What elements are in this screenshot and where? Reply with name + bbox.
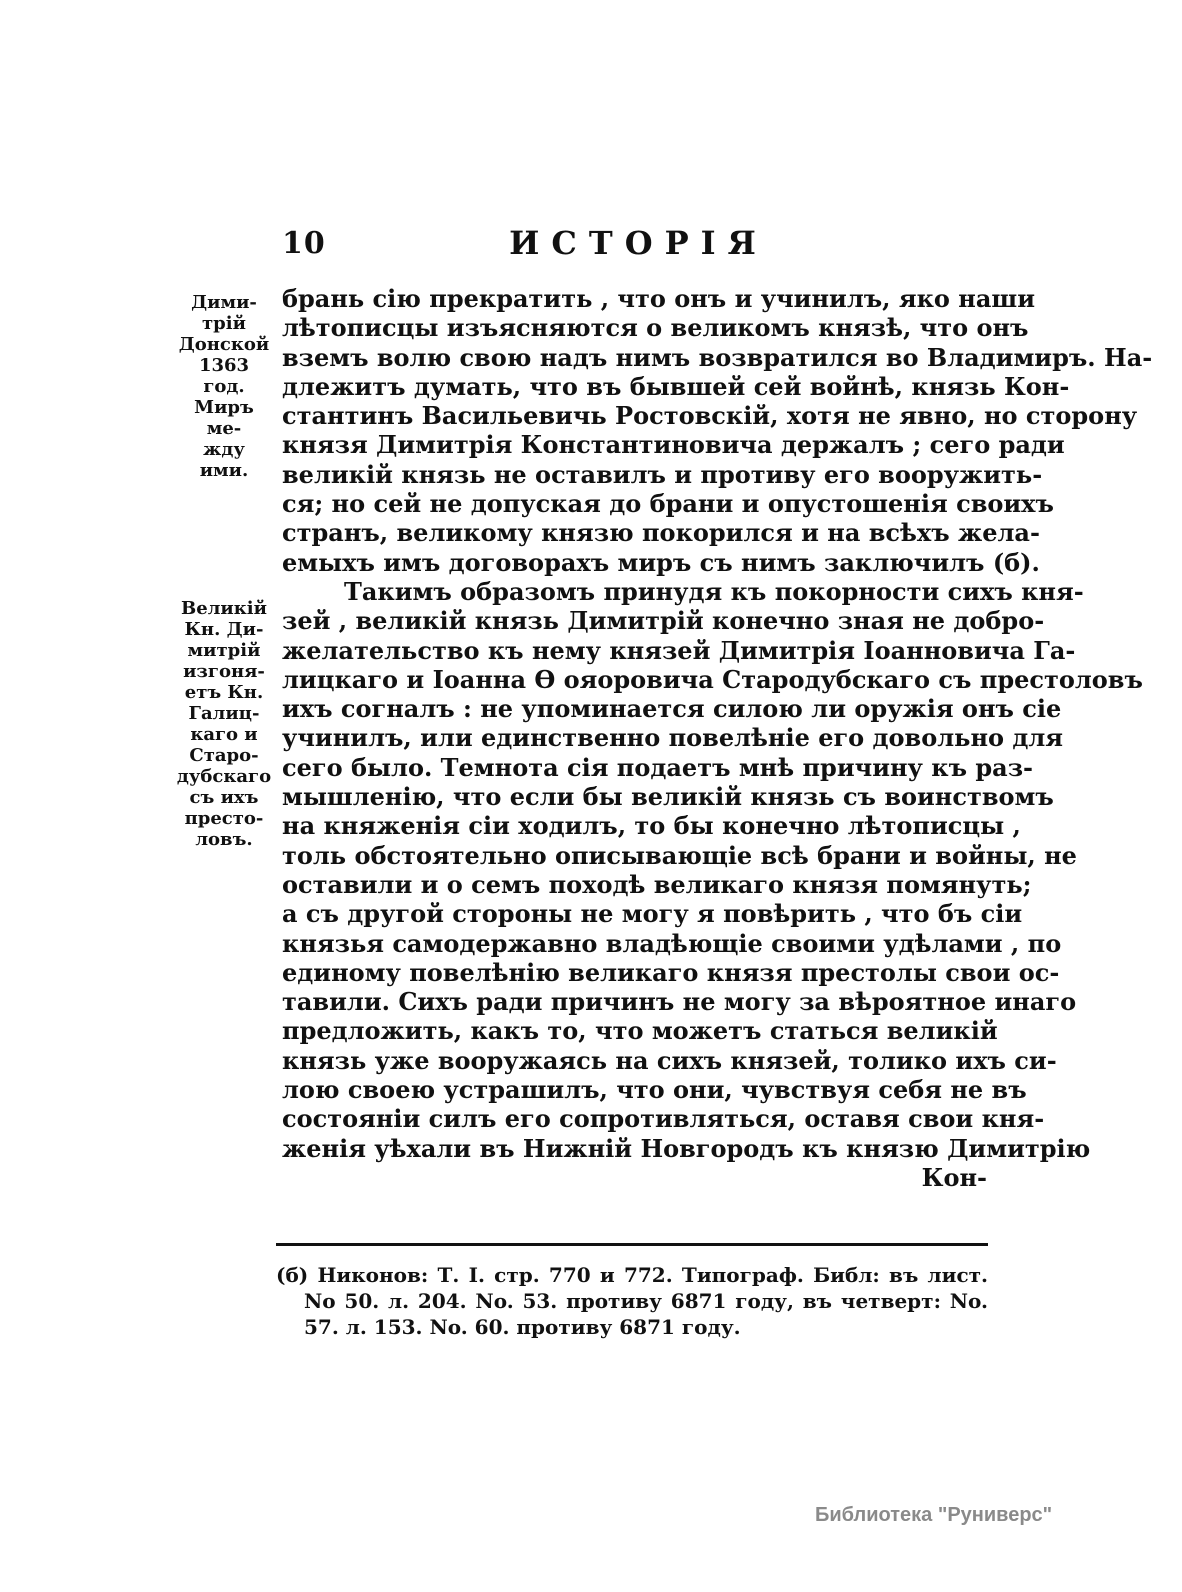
text-line: брань сію прекратить , что онъ и учинилъ, яко наши xyxy=(282,284,1035,313)
sidenote-line: съ ихъ xyxy=(189,787,259,808)
text-line: лою своею устрашилъ, что они, чувствуя себя не въ xyxy=(282,1075,1027,1105)
sidenote-line: Великій xyxy=(181,598,267,619)
text-line: Такимъ образомъ принудя къ покорности сихъ кня- xyxy=(344,576,1084,606)
sidenote-line: изгоня- xyxy=(183,661,265,682)
text-line: князя Димитрія Константиновича держалъ ; сего ради xyxy=(282,430,1065,460)
sidenote-grand-prince xyxy=(176,598,272,850)
text-line: зей , великій князь Димитрій конечно зная не добро- xyxy=(282,606,1045,636)
footnote-line: No 50. л. 204. No. 53. противу 6871 году, въ четверт: No. xyxy=(304,1289,988,1313)
text-line: ихъ согналъ : не упоминается силою ли оружія онъ сіе xyxy=(282,694,1062,724)
footnote-line: 57. л. 153. No. 60. противу 6871 году. xyxy=(304,1315,741,1339)
text-line: учинилъ, или единственно повелѣніе его довольно для xyxy=(282,723,1064,753)
sidenote-line: дубскаго xyxy=(176,766,272,787)
text-line: лицкаго и Іоанна Ѳ ояоровича Стародубскаго съ престоловъ xyxy=(282,664,1143,694)
text-line: князь уже вооружаясь на сихъ князей, толико ихъ си- xyxy=(282,1045,1057,1075)
text-line: женія уѣхали въ Нижній Новгородъ къ князю Димитрію xyxy=(282,1133,1091,1163)
sidenote-line: етъ Кн. xyxy=(184,682,264,703)
footnote-line: (б) Никонов: Т. I. стр. 770 и 772. Типограф. Библ: въ лист. xyxy=(276,1263,988,1287)
sidenote-line: каго и xyxy=(190,724,258,745)
text-line: вземъ волю свою надъ нимъ возвратился во Владимиръ. На- xyxy=(282,342,1153,372)
sidenote-line: Кн. Ди- xyxy=(184,619,264,640)
sidenote-line: Миръ ме- xyxy=(194,397,254,439)
catchword: Кон- xyxy=(921,1162,987,1192)
text-line: странъ, великому князю покорился и на всѣхъ жела- xyxy=(282,518,1040,548)
text-line: ся; но сей не допуская до брани и опустошенія своихъ xyxy=(282,489,1054,519)
sidenote-line: Галиц- xyxy=(188,703,260,724)
main-text xyxy=(282,284,1153,1192)
sidenote-line: жду ими. xyxy=(199,439,249,481)
footnote xyxy=(276,1262,988,1340)
text-line: великій князь не оставилъ и противу его вооружить- xyxy=(282,459,1043,489)
text-line: а съ другой стороны не могу я повѣрить , что бъ сіи xyxy=(282,899,1023,929)
text-line: сего было. Темнота сія подаетъ мнѣ причину къ раз- xyxy=(282,752,1033,782)
text-line: лѣтописцы изъясняются о великомъ князѣ, что онъ xyxy=(282,313,1029,343)
library-watermark: Библиотека "Руниверс" xyxy=(815,1504,1053,1526)
sidenote-line: престо- xyxy=(184,808,264,829)
text-line: князья самодержавно владѣющіе своими удѣлами , по xyxy=(282,928,1062,958)
sidenote-line: ловъ. xyxy=(195,829,253,850)
text-line: оставили и о семъ походѣ великаго князя помянуть; xyxy=(282,869,1032,899)
text-line: состояніи силъ его сопротивляться, оставя свои кня- xyxy=(282,1104,1045,1134)
sidenote-line: Старо- xyxy=(189,745,259,766)
page-number: 10 xyxy=(282,226,326,261)
text-line: предложить, какъ то, что можетъ статься великій xyxy=(282,1016,998,1046)
text-line: толь обстоятельно описывающіе всѣ брани и войны, не xyxy=(282,840,1077,870)
text-line: емыхъ имъ договорахъ миръ съ нимъ заключилъ (б). xyxy=(282,547,1040,577)
footnote-rule xyxy=(276,1243,988,1246)
text-line: желательство къ нему князей Димитрія Іоанновича Га- xyxy=(282,635,1076,665)
sidenote-line: трій xyxy=(202,313,246,334)
text-line: мышленію, что если бы великій князь съ воинствомъ xyxy=(282,782,1054,812)
text-line: единому повелѣнію великаго князя престолы свои ос- xyxy=(282,957,1060,987)
sidenote-line: митрій xyxy=(187,640,261,661)
text-line: стантинъ Васильевичь Ростовскій, хотя не явно, но сторону xyxy=(282,401,1138,431)
text-line: тавили. Сихъ ради причинъ не могу за вѣроятное инаго xyxy=(282,987,1077,1017)
running-title: ИСТОРІЯ xyxy=(509,224,768,262)
text-line: на княженія сіи ходилъ, то бы конечно лѣтописцы , xyxy=(282,811,1021,841)
sidenote-line: Донской xyxy=(178,334,270,355)
text-line: длежитъ думать, что въ бывшей сей войнѣ, князь Кон- xyxy=(282,371,1070,401)
sidenote-line: 1363 год. xyxy=(198,355,250,397)
sidenote-dimitry-donskoy xyxy=(176,292,272,481)
sidenote-line: Дими- xyxy=(191,292,257,313)
